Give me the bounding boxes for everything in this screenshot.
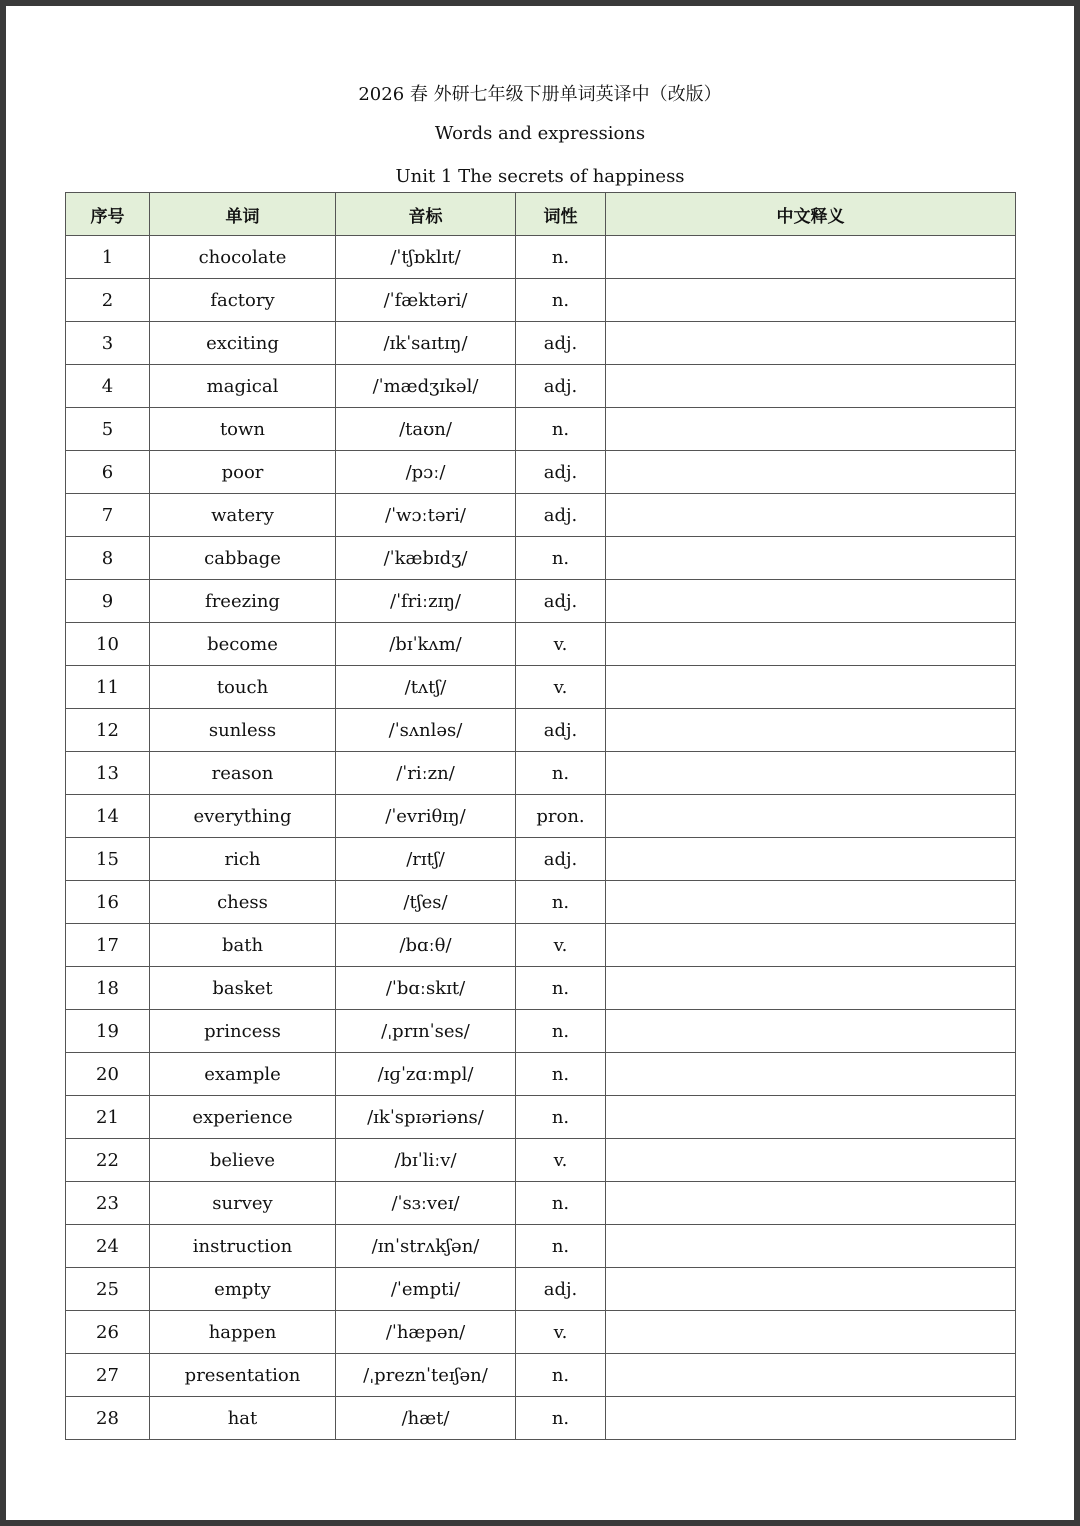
cell-number: 20 [66,1053,150,1096]
cell-word: princess [150,1010,336,1053]
table-row [66,1311,1016,1354]
cell-number: 26 [66,1311,150,1354]
column-header-chinese-meaning: 中文释义 [606,193,1016,236]
cell-chinese-meaning [606,1225,1016,1268]
table-row [66,537,1016,580]
cell-part-of-speech: n. [516,236,606,279]
table-row [66,924,1016,967]
cell-part-of-speech: adj. [516,365,606,408]
table-header-row [66,193,1016,236]
column-header-phonetic: 音标 [336,193,516,236]
table-row [66,279,1016,322]
cell-chinese-meaning [606,1010,1016,1053]
cell-word: presentation [150,1354,336,1397]
cell-part-of-speech: n. [516,752,606,795]
cell-phonetic: /ɪkˈspɪəriəns/ [336,1096,516,1139]
column-header-number: 序号 [66,193,150,236]
table-row [66,838,1016,881]
cell-number: 18 [66,967,150,1010]
cell-number: 10 [66,623,150,666]
cell-chinese-meaning [606,408,1016,451]
cell-chinese-meaning [606,881,1016,924]
table-row [66,881,1016,924]
cell-phonetic: /ˈsʌnləs/ [336,709,516,752]
cell-chinese-meaning [606,1268,1016,1311]
table-row [66,236,1016,279]
cell-number: 4 [66,365,150,408]
table-row [66,1139,1016,1182]
cell-phonetic: /ˈbɑːskɪt/ [336,967,516,1010]
cell-phonetic: /ˈwɔːtəri/ [336,494,516,537]
cell-chinese-meaning [606,709,1016,752]
cell-chinese-meaning [606,1311,1016,1354]
cell-phonetic: /ˈfriːzɪŋ/ [336,580,516,623]
cell-word: everything [150,795,336,838]
table-row [66,1010,1016,1053]
cell-word: happen [150,1311,336,1354]
table-row [66,1182,1016,1225]
cell-phonetic: /hæt/ [336,1397,516,1440]
table-row [66,709,1016,752]
cell-part-of-speech: adj. [516,838,606,881]
cell-word: magical [150,365,336,408]
cell-part-of-speech: n. [516,537,606,580]
cell-part-of-speech: n. [516,1010,606,1053]
cell-word: empty [150,1268,336,1311]
cell-word: become [150,623,336,666]
cell-chinese-meaning [606,322,1016,365]
cell-part-of-speech: adj. [516,709,606,752]
cell-chinese-meaning [606,537,1016,580]
cell-number: 2 [66,279,150,322]
cell-part-of-speech: n. [516,967,606,1010]
table-row [66,1397,1016,1440]
cell-word: poor [150,451,336,494]
table-row [66,1354,1016,1397]
cell-part-of-speech: n. [516,408,606,451]
cell-word: hat [150,1397,336,1440]
cell-part-of-speech: v. [516,1139,606,1182]
cell-part-of-speech: n. [516,279,606,322]
cell-word: touch [150,666,336,709]
cell-chinese-meaning [606,236,1016,279]
cell-part-of-speech: v. [516,924,606,967]
cell-chinese-meaning [606,623,1016,666]
cell-chinese-meaning [606,1182,1016,1225]
cell-chinese-meaning [606,838,1016,881]
cell-part-of-speech: n. [516,1225,606,1268]
document-title: 2026 春 外研七年级下册单词英译中（改版） [358,84,722,105]
table-row [66,967,1016,1010]
cell-chinese-meaning [606,1139,1016,1182]
cell-part-of-speech: adj. [516,322,606,365]
document-page [6,6,1074,1520]
cell-word: sunless [150,709,336,752]
cell-word: exciting [150,322,336,365]
cell-number: 25 [66,1268,150,1311]
cell-phonetic: /tʃes/ [336,881,516,924]
cell-number: 21 [66,1096,150,1139]
cell-number: 7 [66,494,150,537]
cell-part-of-speech: v. [516,1311,606,1354]
cell-chinese-meaning [606,1354,1016,1397]
cell-part-of-speech: n. [516,1182,606,1225]
cell-phonetic: /ˌprɪnˈses/ [336,1010,516,1053]
cell-part-of-speech: n. [516,1397,606,1440]
cell-number: 3 [66,322,150,365]
table-row [66,1225,1016,1268]
cell-chinese-meaning [606,1053,1016,1096]
cell-part-of-speech: adj. [516,494,606,537]
cell-number: 6 [66,451,150,494]
table-row [66,1096,1016,1139]
cell-number: 17 [66,924,150,967]
table-row [66,408,1016,451]
cell-phonetic: /taʊn/ [336,408,516,451]
table-row [66,795,1016,838]
cell-chinese-meaning [606,967,1016,1010]
cell-word: survey [150,1182,336,1225]
cell-phonetic: /ˈtʃɒklɪt/ [336,236,516,279]
vocabulary-table [65,192,1016,1440]
cell-number: 14 [66,795,150,838]
cell-chinese-meaning [606,1096,1016,1139]
cell-chinese-meaning [606,494,1016,537]
cell-phonetic: /ˈsɜːveɪ/ [336,1182,516,1225]
cell-number: 8 [66,537,150,580]
cell-number: 12 [66,709,150,752]
cell-phonetic: /bɪˈliːv/ [336,1139,516,1182]
cell-word: cabbage [150,537,336,580]
cell-phonetic: /pɔː/ [336,451,516,494]
table-row [66,752,1016,795]
cell-chinese-meaning [606,1397,1016,1440]
cell-word: factory [150,279,336,322]
cell-word: rich [150,838,336,881]
cell-word: town [150,408,336,451]
cell-number: 23 [66,1182,150,1225]
column-header-part-of-speech: 词性 [516,193,606,236]
cell-word: bath [150,924,336,967]
cell-word: watery [150,494,336,537]
cell-part-of-speech: n. [516,1096,606,1139]
cell-number: 28 [66,1397,150,1440]
cell-number: 13 [66,752,150,795]
cell-chinese-meaning [606,365,1016,408]
cell-phonetic: /rɪtʃ/ [336,838,516,881]
cell-chinese-meaning [606,924,1016,967]
cell-word: believe [150,1139,336,1182]
table-row [66,451,1016,494]
cell-part-of-speech: n. [516,881,606,924]
table-row [66,580,1016,623]
cell-number: 16 [66,881,150,924]
cell-word: reason [150,752,336,795]
cell-phonetic: /ˈmædʒɪkəl/ [336,365,516,408]
cell-chinese-meaning [606,666,1016,709]
column-header-word: 单词 [150,193,336,236]
cell-word: instruction [150,1225,336,1268]
cell-word: freezing [150,580,336,623]
cell-part-of-speech: adj. [516,1268,606,1311]
cell-word: chocolate [150,236,336,279]
cell-number: 22 [66,1139,150,1182]
cell-number: 1 [66,236,150,279]
table-row [66,1268,1016,1311]
cell-phonetic: /ˈriːzn/ [336,752,516,795]
cell-number: 11 [66,666,150,709]
cell-phonetic: /ˈhæpən/ [336,1311,516,1354]
table-row [66,494,1016,537]
cell-word: chess [150,881,336,924]
cell-phonetic: /ˌpreznˈteɪʃən/ [336,1354,516,1397]
table-row [66,1053,1016,1096]
cell-part-of-speech: n. [516,1354,606,1397]
table-row [66,322,1016,365]
cell-phonetic: /bɑːθ/ [336,924,516,967]
cell-chinese-meaning [606,279,1016,322]
cell-chinese-meaning [606,451,1016,494]
cell-number: 9 [66,580,150,623]
cell-part-of-speech: v. [516,623,606,666]
cell-phonetic: /tʌtʃ/ [336,666,516,709]
table-row [66,666,1016,709]
cell-word: basket [150,967,336,1010]
cell-number: 5 [66,408,150,451]
cell-word: example [150,1053,336,1096]
table-row [66,623,1016,666]
cell-phonetic: /ɪɡˈzɑːmpl/ [336,1053,516,1096]
cell-chinese-meaning [606,580,1016,623]
cell-part-of-speech: adj. [516,580,606,623]
cell-number: 15 [66,838,150,881]
cell-part-of-speech: v. [516,666,606,709]
cell-phonetic: /ˈfæktəri/ [336,279,516,322]
cell-chinese-meaning [606,752,1016,795]
cell-phonetic: /ˈevriθɪŋ/ [336,795,516,838]
table-row [66,365,1016,408]
cell-phonetic: /ˈkæbɪdʒ/ [336,537,516,580]
cell-number: 24 [66,1225,150,1268]
cell-chinese-meaning [606,795,1016,838]
cell-number: 27 [66,1354,150,1397]
cell-phonetic: /ɪkˈsaɪtɪŋ/ [336,322,516,365]
cell-number: 19 [66,1010,150,1053]
cell-part-of-speech: adj. [516,451,606,494]
unit-title: Unit 1 The secrets of happiness [395,166,685,187]
cell-part-of-speech: n. [516,1053,606,1096]
cell-part-of-speech: pron. [516,795,606,838]
cell-phonetic: /bɪˈkʌm/ [336,623,516,666]
cell-phonetic: /ˈempti/ [336,1268,516,1311]
cell-word: experience [150,1096,336,1139]
document-subtitle: Words and expressions [434,123,646,144]
cell-phonetic: /ɪnˈstrʌkʃən/ [336,1225,516,1268]
